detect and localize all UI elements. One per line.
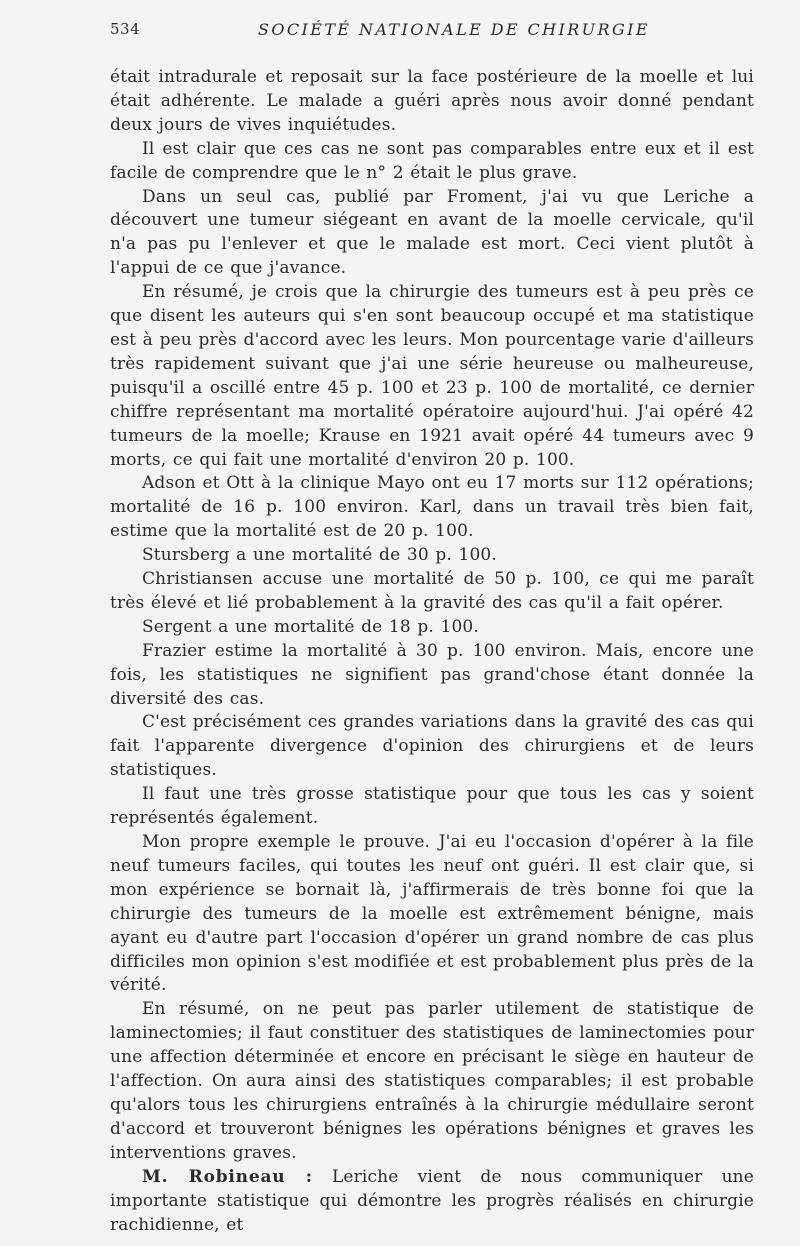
paragraph: En résumé, je crois que la chirurgie des tumeurs est à peu près ce que disent les auteurs qui s'en sont beaucoup occupé et ma statistique est à peu près d'accord avec les leurs. Mon pourcentage varie d'ailleurs très rapidement suivant que j'ai une série heureuse ou malheureuse, puisqu'il a oscillé entre 45 p. 100 et 23 p. 100 de mortalité, ce dernier chiffre représentant ma mortalité opératoire aujourd'hui. J'ai opéré 42 tumeurs de la moelle; Krause en 1921 avait opéré 44 tumeurs avec 9 morts, ce qui fait une mortalité d'environ 20 p. 100.: [110, 282, 754, 470]
paragraph: Sergent a une mortalité de 18 p. 100.: [142, 616, 479, 637]
paragraph: Il est clair que ces cas ne sont pas comparables entre eux et il est facile de comprendre que le n° 2 était le plus grave.: [110, 138, 754, 183]
discussion-text: Leriche vient de nous communiquer une importante statistique qui démontre les progrès réalisés en chirurgie rachidienne, et: [110, 1166, 754, 1235]
paragraph: Il faut une très grosse statistique pour que tous les cas y soient représentés également.: [110, 784, 754, 829]
paragraph-continuation: était intradurale et reposait sur la face postérieure de la moelle et lui était adhérente. Le malade a guéri après nous avoir donné pendant deux jours de vives inquiétudes.: [110, 67, 754, 135]
paragraph: Adson et Ott à la clinique Mayo ont eu 17 morts sur 112 opérations; mortalité de 16 p. 100 environ. Karl, dans un travail très bien fait, estime que la mortalité est de 20 p. 100.: [110, 473, 754, 542]
running-head: [110, 16, 754, 46]
paragraph: Frazier estime la mortalité à 30 p. 100 environ. Mais, encore une fois, les statistiques ne signifient pas grand'chose étant donnée la diversité des cas.: [110, 640, 754, 709]
paragraph: C'est précisément ces grandes variations dans la gravité des cas qui fait l'apparente divergence d'opinion des chirurgiens et de leurs statistiques.: [110, 712, 754, 781]
paragraph: En résumé, on ne peut pas parler utilement de statistique de laminectomies; il faut constituer des statistiques de laminectomies pour une affection déterminée et encore en précisant le siège en hauteur de l'affection. On aura ainsi des statistiques comparables; il est probable qu'alors tous les chirurgiens entraînés à la chirurgie médullaire seront d'accord et trouveront bénignes les opérations bénignes et graves les interventions graves.: [110, 999, 754, 1163]
speaker-name: M. Robineau :: [142, 1166, 313, 1187]
body-text: [110, 66, 754, 1237]
paragraph: Stursberg a une mortalité de 30 p. 100.: [142, 545, 497, 566]
paragraph: Christiansen accuse une mortalité de 50 p. 100, ce qui me paraît très élevé et lié probablement à la gravité des cas qu'il a fait opérer.: [110, 569, 754, 613]
page-number: 534: [110, 20, 141, 38]
paragraph: Dans un seul cas, publié par Froment, j'ai vu que Leriche a découvert une tumeur siégeant en avant de la moelle cervicale, qu'il n'a pas pu l'enlever et que le malade est mort. Ceci vient plutôt à l'appui de ce que j'avance.: [110, 186, 754, 279]
journal-title: SOCIÉTÉ NATIONALE DE CHIRURGIE: [258, 20, 650, 39]
discussion-paragraph: [110, 1166, 754, 1238]
paragraph: Mon propre exemple le prouve. J'ai eu l'occasion d'opérer à la file neuf tumeurs faciles, qui toutes les neuf ont guéri. Il est clair que, si mon expérience se bornait là, j'affirmerais de très bonne foi que la chirurgie des tumeurs de la moelle est extrêmement bénigne, mais ayant eu d'autre part l'occasion d'opérer un grand nombre de cas plus difficiles mon opinion s'est modifiée et est probablement plus près de la vérité.: [110, 832, 754, 996]
